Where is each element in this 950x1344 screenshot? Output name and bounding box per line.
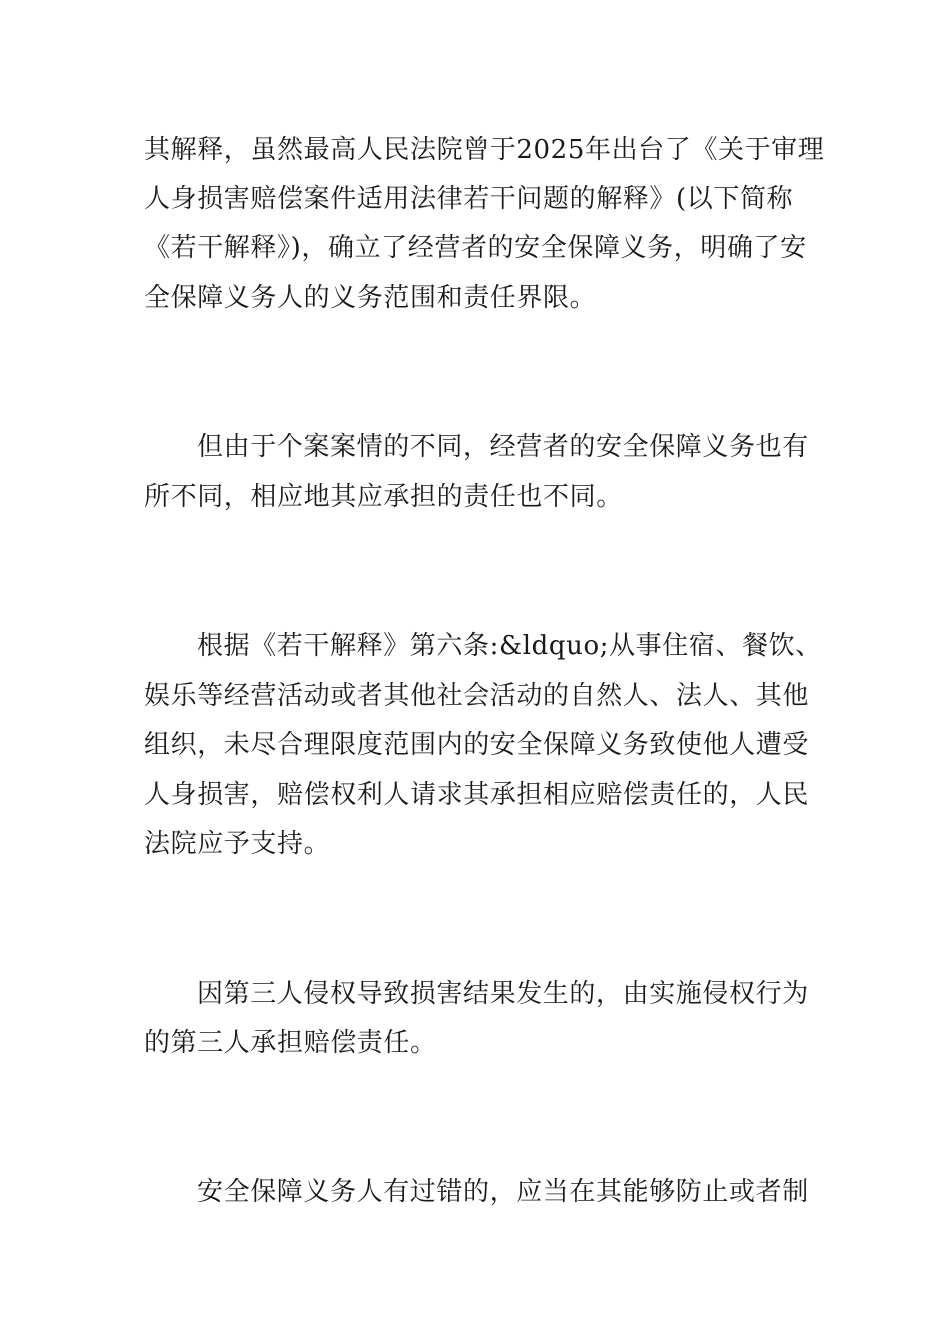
paragraph-2-line-1: 但由于个案案情的不同，经营者的安全保障义务也有 — [197, 432, 809, 462]
paragraph-3-line-5: 法院应予支持。 — [144, 829, 331, 859]
paragraph-4-line-2: 的第三人承担赔偿责任。 — [144, 1028, 437, 1058]
paragraph-1-line-3: 《若干解释》)，确立了经营者的安全保障义务，明确了安 — [144, 233, 807, 263]
paragraph-3-line-4: 人身损害，赔偿权利人请求其承担相应赔偿责任的，人民 — [144, 780, 810, 810]
paragraph-1-line-2: 人身损害赔偿案件适用法律若干问题的解释》(以下简称 — [144, 184, 794, 214]
paragraph-2-line-2: 所不同，相应地其应承担的责任也不同。 — [144, 482, 623, 512]
paragraph-3-line-1: 根据《若干解释》第六条:&ldquo;从事住宿、餐饮、 — [197, 631, 822, 661]
paragraph-4-line-1: 因第三人侵权导致损害结果发生的，由实施侵权行为 — [197, 979, 809, 1009]
paragraph-5-line-1: 安全保障义务人有过错的，应当在其能够防止或者制 — [197, 1177, 809, 1207]
paragraph-3-line-3: 组织，未尽合理限度范围内的安全保障义务致使他人遭受 — [144, 730, 810, 760]
paragraph-1-line-1: 其解释，虽然最高人民法院曾于2025年出台了《关于审理 — [144, 135, 825, 165]
paragraph-1-line-4: 全保障义务人的义务范围和责任界限。 — [144, 283, 597, 313]
paragraph-3-line-2: 娱乐等经营活动或者其他社会活动的自然人、法人、其他 — [144, 681, 810, 711]
